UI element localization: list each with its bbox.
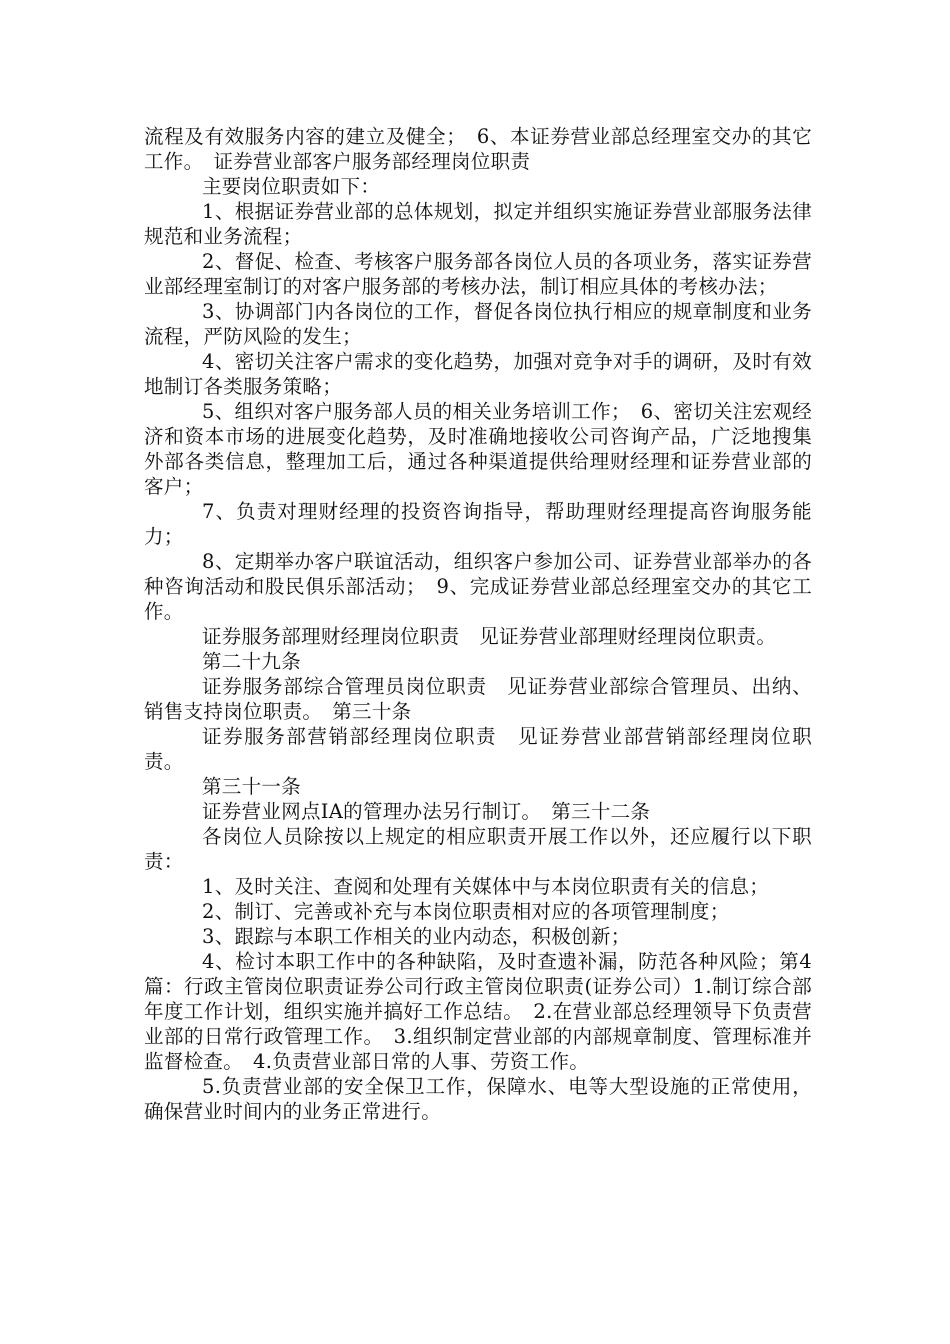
paragraph: 2、督促、检查、考核客户服务部各岗位人员的各项业务，落实证券营业部经理室制订的对客户服务部的考核办法，制订相应具体的考核办法； — [144, 250, 812, 298]
paragraph: 证券服务部综合管理员岗位职责 见证券营业部综合管理员、出纳、销售支持岗位职责。 第三十条 — [144, 675, 812, 723]
paragraph: 1、根据证券营业部的总体规划，拟定并组织实施证券营业部服务法律规范和业务流程； — [144, 200, 812, 248]
paragraph: 证券服务部理财经理岗位职责 见证券营业部理财经理岗位职责。 — [202, 625, 777, 648]
paragraph: 5.负责营业部的安全保卫工作，保障水、电等大型设施的正常使用，确保营业时间内的业务正常进行。 — [144, 1075, 812, 1123]
paragraph: 5、组织对客户服务部人员的相关业务培训工作； 6、密切关注宏观经济和资本市场的进展变化趋势，及时准确地接收公司咨询产品，广泛地搜集外部各类信息，整理加工后，通过各种渠道提供给理财经理和证券营业部的客户； — [144, 400, 812, 498]
section-heading: 第三十一条 — [202, 775, 302, 798]
paragraph: 1、及时关注、查阅和处理有关媒体中与本岗位职责有关的信息； — [202, 875, 770, 898]
paragraph: 8、定期举办客户联谊活动，组织客户参加公司、证券营业部举办的各种咨询活动和股民俱乐部活动； 9、完成证券营业部总经理室交办的其它工作。 — [144, 550, 812, 623]
paragraph: 3、跟踪与本职工作相关的业内动态，积极创新； — [202, 925, 631, 948]
paragraph: 各岗位人员除按以上规定的相应职责开展工作以外，还应履行以下职责： — [144, 825, 812, 873]
paragraph: 4、检讨本职工作中的各种缺陷，及时查遗补漏，防范各种风险；第4篇：行政主管岗位职责证券公司行政主管岗位职责(证券公司）1.制订综合部年度工作计划，组织实施并搞好工作总结。 2.在营业部总经理领导下负责营业部的日常行政管理工作。 3.组织制定营业部的内部规章制度、管理标准并监督检查。 4.负责营业部日常的人事、劳资工作。 — [144, 950, 812, 1073]
section-heading: 第二十九条 — [202, 650, 302, 673]
paragraph: 7、负责对理财经理的投资咨询指导，帮助理财经理提高咨询服务能力； — [144, 500, 812, 548]
document-body — [144, 124, 812, 1124]
paragraph: 4、密切关注客户需求的变化趋势，加强对竞争对手的调研，及时有效地制订各类服务策略； — [144, 350, 812, 398]
paragraph: 证券服务部营销部经理岗位职责 见证券营业部营销部经理岗位职责。 — [144, 725, 812, 773]
paragraph: 流程及有效服务内容的建立及健全； 6、本证券营业部总经理室交办的其它工作。 证券营业部客户服务部经理岗位职责 — [144, 125, 812, 173]
paragraph: 3、协调部门内各岗位的工作，督促各岗位执行相应的规章制度和业务流程，严防风险的发生； — [144, 300, 812, 348]
paragraph: 主要岗位职责如下： — [202, 175, 381, 198]
paragraph: 证券营业网点IA的管理办法另行制订。 第三十二条 — [202, 800, 651, 823]
paragraph: 2、制订、完善或补充与本岗位职责相对应的各项管理制度； — [202, 900, 730, 923]
